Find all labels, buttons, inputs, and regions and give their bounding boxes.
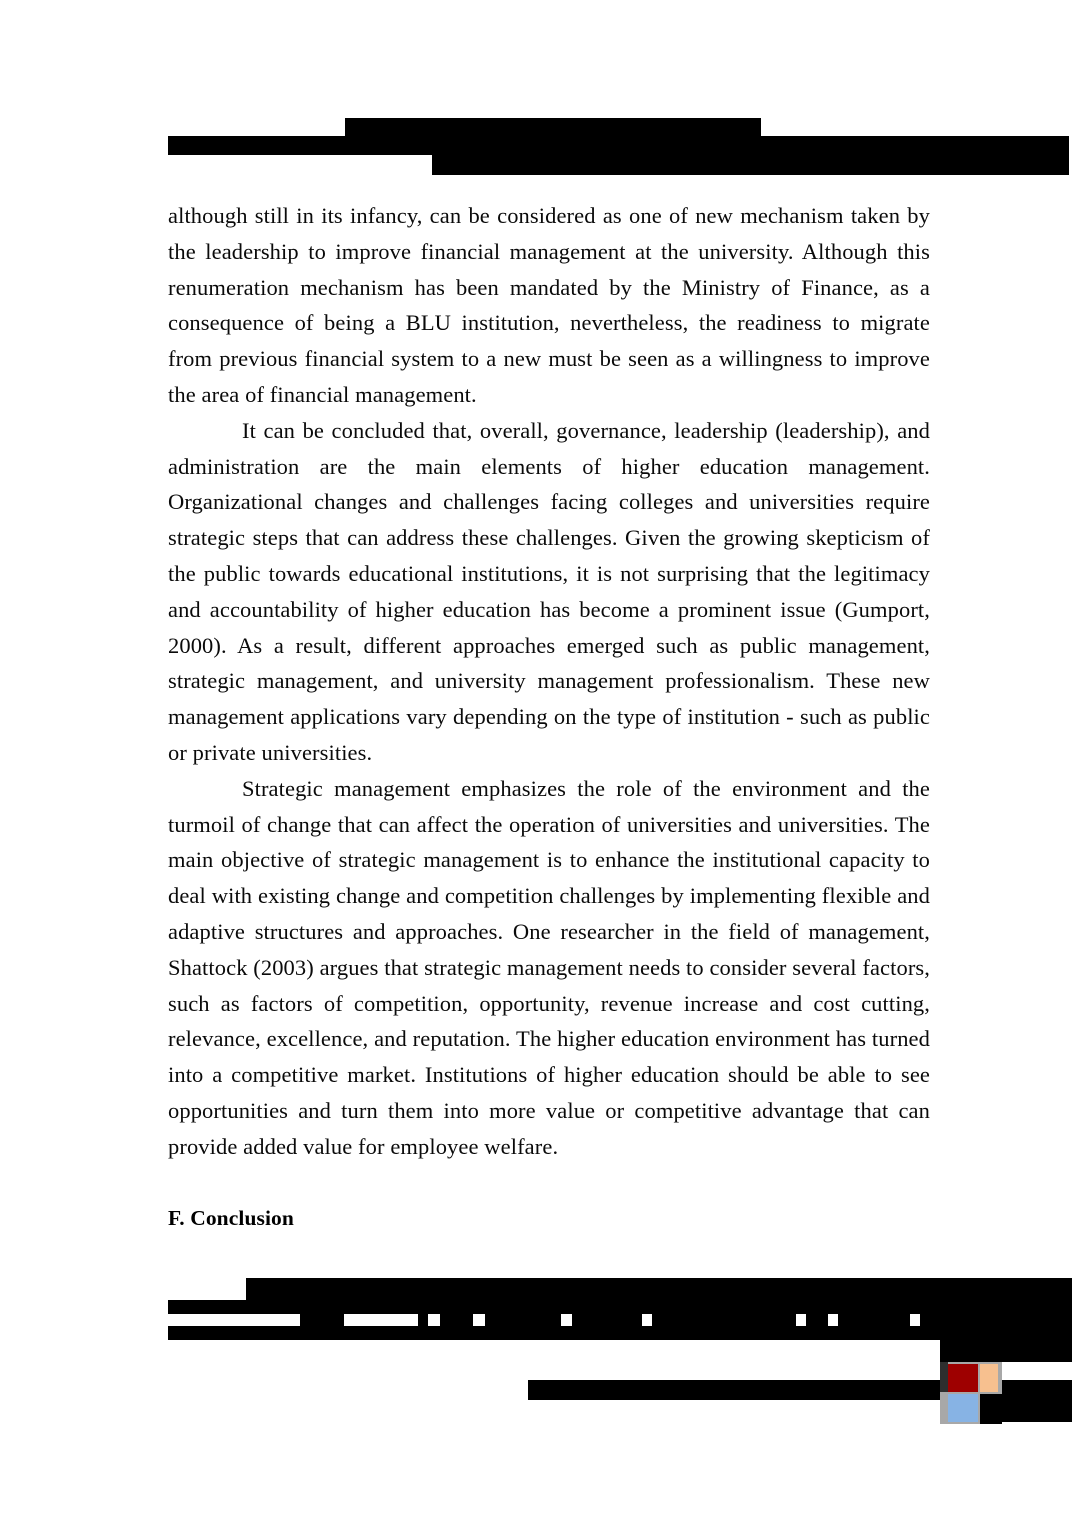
paragraph-strategic: Strategic management emphasizes the role of the environment and the turmoil of change that can affect the operation of universities and universities. The main objective of strategic management is to enhance the institutional capacity to deal with existing change and competition challenges by implementing flexible and adaptive structures and approaches. One researcher in the field of management, Shattock (2003) argues that strategic management needs to consider several factors, such as factors of competition, opportunity, revenue increase and cost cutting, relevance, excellence, and reputation. The higher education environment has turned into a competitive market. Institutions of higher education should be able to see opportunities and turn them into more value or competitive advantage that can provide added value for employee welfare. [168, 775, 930, 1159]
logo-accent-dark [940, 1362, 948, 1392]
footer-redaction-word [418, 1314, 428, 1326]
logo-tile-bottom-right [980, 1394, 1002, 1424]
footer-redaction-word [652, 1314, 796, 1326]
section-heading-conclusion: F. Conclusion [168, 1205, 294, 1230]
footer-redaction-bar [168, 1326, 386, 1340]
footer-redaction-bar [246, 1278, 1072, 1300]
footer-redaction-word [838, 1314, 910, 1326]
logo-tile-top-right [980, 1364, 998, 1392]
heading-spacer [168, 1165, 930, 1201]
page-footer-redacted [0, 1260, 1075, 1518]
body-text-column [168, 198, 930, 1235]
footer-redaction-bar [528, 1380, 940, 1400]
logo-tile-bottom-left [948, 1394, 978, 1422]
four-tile-logo [940, 1362, 1002, 1424]
logo-tile-top-left [948, 1364, 978, 1392]
footer-redaction-word [485, 1314, 561, 1326]
footer-redaction-bar [940, 1340, 1072, 1362]
page-header-redacted [0, 0, 1075, 200]
header-redaction-bar [432, 155, 1069, 175]
header-redaction-bar [168, 136, 1069, 155]
paragraph-infancy: although still in its infancy, can be considered as one of new mechanism taken by the leadership to improve financial management at the university. Although this renumeration mechanism has been mandated by the Ministry of Finance, as a consequence of being a BLU institution, nevertheless, the readiness to migrate from previous financial system to a new must be seen as a willingness to improve the area of financial management. [168, 203, 930, 407]
footer-redaction-word [806, 1314, 828, 1326]
footer-redaction-word [920, 1314, 1072, 1326]
footer-redaction-bar [1002, 1380, 1072, 1400]
footer-redaction-word [572, 1314, 642, 1326]
footer-redaction-word [300, 1314, 344, 1326]
footer-redaction-bar [168, 1300, 1072, 1314]
footer-redaction-bar [386, 1326, 1072, 1340]
paragraph-concluded: It can be concluded that, overall, governance, leadership (leadership), and administration are the main elements of higher education management. Organizational changes and challenges facing colleges and universities require strategic steps that can address these challenges. Given the growing skepticism of the public towards educational institutions, it is not surprising that the legitimacy and accountability of higher education has become a prominent issue (Gumport, 2000). As a result, different approaches emerged such as public management, strategic management, and university management professionalism. These new management applications vary depending on the type of institution - such as public or private universities. [168, 417, 930, 765]
footer-redaction-word [440, 1314, 473, 1326]
header-redaction-bar [345, 118, 761, 136]
